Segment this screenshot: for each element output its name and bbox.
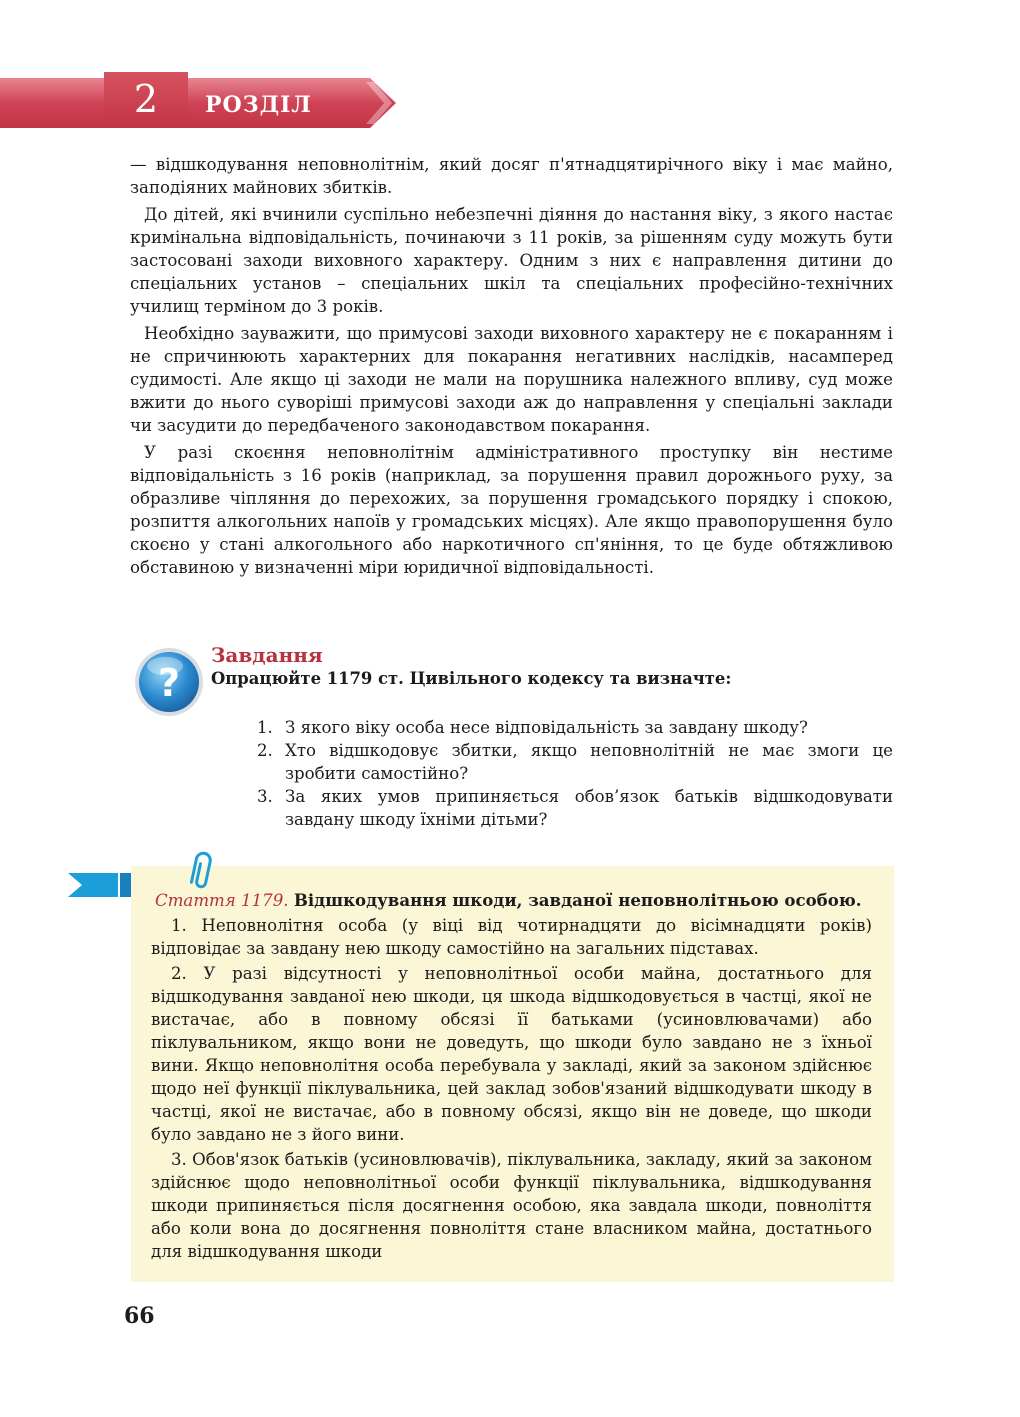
task-instruction: Опрацюйте 1179 ст. Цивільного кодексу та визначте: (211, 669, 732, 688)
paragraph: Необхідно зауважити, що примусові заходи виховного характеру не є покаранням і не спричинюють характерних для покарання негативних наслідків, насамперед судимості. Але якщо ці заходи не мали на порушника належного впливу, суд може вжити до нього суворіші примусові заходи аж до направлення у спеціальні заклади чи засудити до передбаченого законодавством покарання. (130, 324, 893, 435)
page-number: 66 (124, 1303, 155, 1329)
chapter-label: РОЗДІЛ (205, 92, 312, 118)
task-title: Завдання (211, 643, 323, 667)
law-paragraph: 3. Обов'язок батьків (усиновлювачів), піклувальника, закладу, який за законом здійснює щодо неповнолітньої особи функції піклувальника, відшкодування шкоди припиняється після досягнення особою, яка завдала шкоди, повноліття або коли вона до досягнення повноліття стане власником майна, достатнього для відшкодування шкоди (151, 1150, 872, 1261)
item-text: За яких умов припиняється обов’язок батьків відшкодовувати завдану шкоду їхніми дітьми? (285, 787, 893, 829)
chapter-number: 2 (104, 72, 188, 128)
list-item (257, 739, 893, 785)
item-number: 1. (257, 718, 273, 737)
item-number: 2. (257, 741, 273, 760)
law-paragraph: 2. У разі відсутності у неповнолітньої особи майна, достатнього для відшкодування завданої нею шкоди, ця шкода відшкодовується в частці, якої не вистачає, або в повному обсязі її батьками (усиновлювачами) або піклувальником, якщо вони не доведуть, що шкоди було завдано не з їхньої вини. Якщо неповнолітня особа перебувала у закладі, який за законом здійснює щодо неї функції піклувальника, цей заклад зобов'язаний відшкодувати шкоду в частці, якої не вистачає, або в повному обсязі, якщо він не доведе, що шкоди було завдано не з його вини. (151, 964, 872, 1144)
paragraph: — відшкодування неповнолітнім, який досяг п'ятнадцятирічного віку і має майно, заподіяних майнових збитків. (130, 155, 893, 197)
article-title: Відшкодування шкоди, завданої неповнолітньою особою. (293, 890, 862, 910)
list-item (257, 785, 893, 831)
law-heading (151, 889, 872, 912)
paragraph: У разі скоєння неповнолітнім адміністративного проступку він нестиме відповідальність з 16 років (наприклад, за порушення правил дорожнього руху, за образливе чіпляння до перехожих, за порушення громадського порядку і спокою, розпиття алкогольних напоїв у громадських місцях). Але якщо правопорушення було скоєно у стані алкогольного або наркотичного сп'яніння, то це буде обтяжливою обставиною у визначенні міри юридичної відповідальності. (130, 443, 893, 577)
law-paragraph: 1. Неповнолітня особа (у віці від чотирнадцяти до вісімнадцяти років) відповідає за завдану нею шкоду самостійно на загальних підставах. (151, 916, 872, 958)
item-number: 3. (257, 787, 273, 806)
main-text (130, 153, 893, 583)
question-icon (133, 646, 205, 718)
law-text (151, 889, 872, 1265)
article-number: Стаття 1179. (155, 891, 289, 910)
chapter-header-band (0, 78, 396, 128)
paragraph: До дітей, які вчинили суспільно небезпечні діяння до настання віку, з якого настає кримінальна відповідальність, починаючи з 11 років, за рішенням суду можуть бути застосовані заходи виховного характеру. Одним з них є направлення дитини до спеціальних установ – спеціальних шкіл та спеціальних професійно-технічних училищ терміном до 3 років. (130, 205, 893, 316)
law-tab-marker (68, 873, 132, 901)
item-text: З якого віку особа несе відповідальність за завдану шкоду? (285, 718, 808, 737)
svg-text:?: ? (157, 661, 181, 705)
task-list (257, 716, 893, 831)
list-item (257, 716, 893, 739)
item-text: Хто відшкодовує збитки, якщо неповнолітній не має змоги це зробити самостійно? (285, 741, 893, 783)
